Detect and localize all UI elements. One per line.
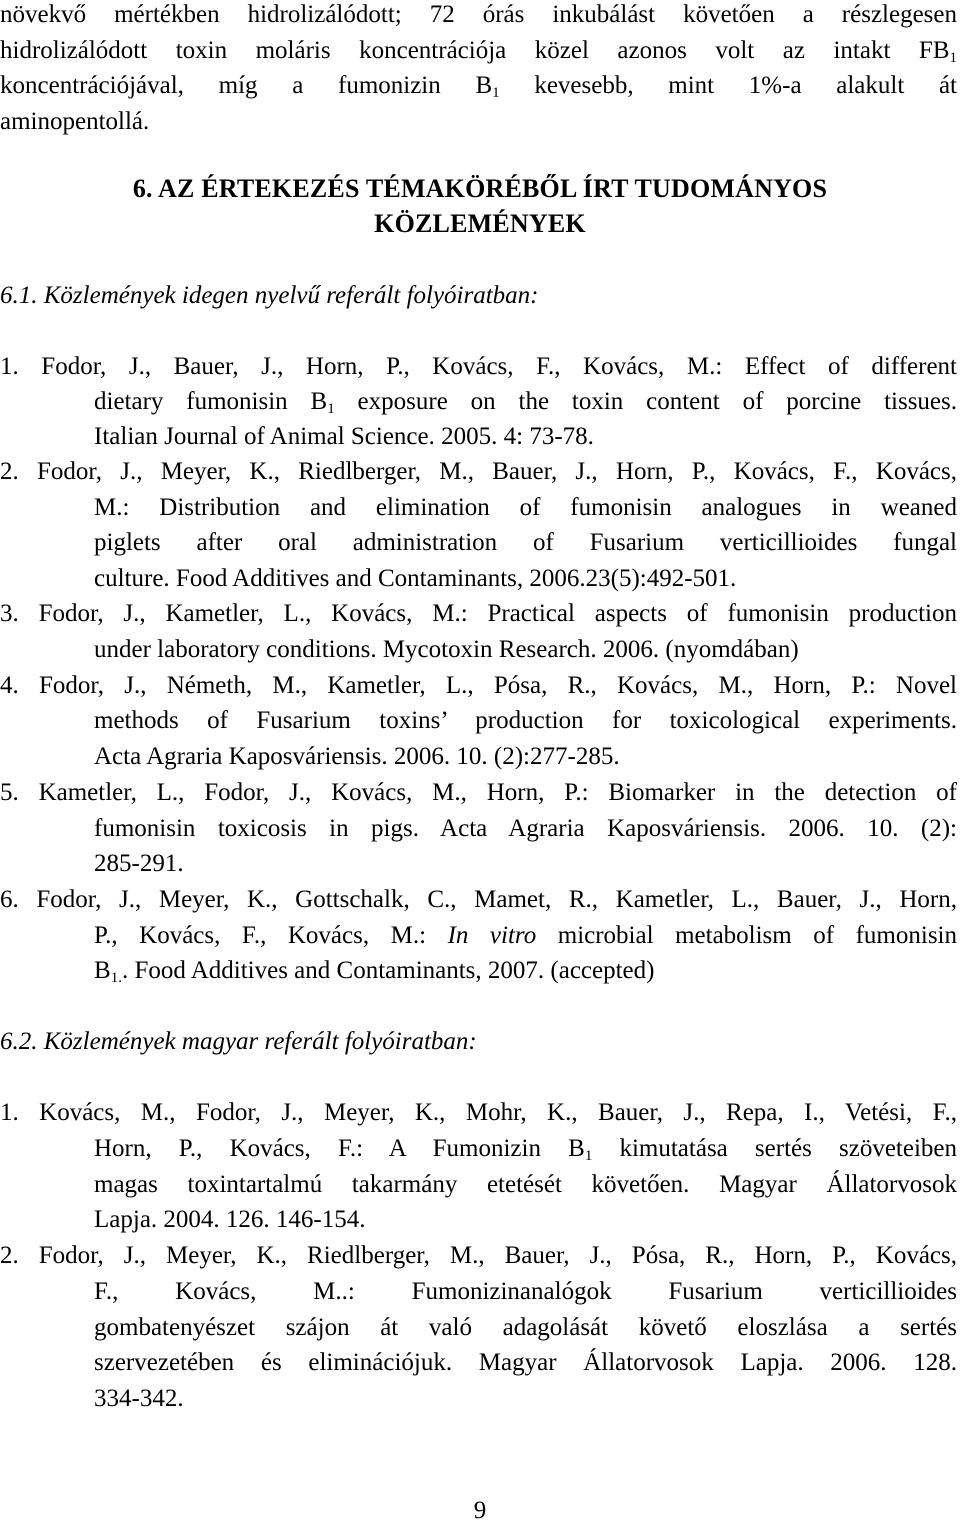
list-item-6-1-3-line-2 [94, 635, 960, 667]
line-text: dietary fumonisin B [94, 388, 328, 415]
list-item-6-1-3-line-1 [0, 599, 957, 631]
list-item-6-2-1-line-3 [94, 1170, 957, 1202]
intro-line-4 [0, 107, 960, 139]
line-text: Italian Journal of Animal Science. 2005. 4: 73-78. [94, 423, 594, 450]
line-text: under laboratory conditions. Mycotoxin Research. 2006. (nyomdában) [94, 636, 799, 663]
list-item-6-2-1-line-2 [94, 1134, 957, 1166]
line-text: Acta Agraria Kaposváriensis. 2006. 10. (2):277-285. [94, 743, 620, 770]
list-item-6-2-2-line-5 [94, 1384, 960, 1416]
line-text: F., Kovács, M..: Fumonizinanalógok Fusarium verticillioides [94, 1278, 957, 1305]
list-item-6-2-2-line-3 [94, 1313, 957, 1345]
line-text: 2. Fodor, J., Meyer, K., Riedlberger, M., Bauer, J., Horn, P., Kovács, F., Kovács, [0, 458, 957, 485]
subsection-title-6-2: 6.2. Közlemények magyar referált folyóiratban: [0, 1028, 477, 1055]
line-text: 1. Kovács, M., Fodor, J., Meyer, K., Mohr, K., Bauer, J., Repa, I., Vetési, F., [0, 1099, 957, 1126]
line-text: gombatenyészet szájon át való adagolását követő eloszlása a sertés [94, 1314, 957, 1341]
section-heading-line-1: 6. AZ ÉRTEKEZÉS TÉMAKÖRÉBŐL ÍRT TUDOMÁNYOS [132, 174, 828, 203]
list-item-6-1-6-line-3 [94, 956, 960, 988]
intro-line-1-text: növekvő mértékben hidrolizálódott; 72 órás inkubálást követően a részlegesen [0, 1, 957, 28]
subscript: 1 [327, 401, 335, 417]
intro-line-1 [0, 0, 957, 32]
section-heading-line-2: KÖZLEMÉNYEK [374, 209, 586, 238]
line-text: . Food Additives and Contaminants, 2007. (accepted) [121, 957, 655, 984]
line-text: 2. Fodor, J., Meyer, K., Riedlberger, M., Bauer, J., Pósa, R., Horn, P., Kovács, [0, 1242, 957, 1269]
subscript: 1 [584, 1148, 593, 1164]
italic-term: In vitro [447, 922, 537, 949]
subsection-title-6-1: 6.1. Közlemények idegen nyelvű referált folyóiratban: [0, 282, 539, 309]
line-text: fumonisin toxicosis in pigs. Acta Agraria Kaposváriensis. 2006. 10. (2): [94, 815, 957, 842]
line-text: 1. Fodor, J., Bauer, J., Horn, P., Kovács, F., Kovács, M.: Effect of different [0, 353, 957, 380]
list-item-6-1-5-line-1 [0, 778, 957, 810]
list-item-6-2-1-line-1 [0, 1098, 957, 1130]
list-item-6-1-1-line-1 [0, 352, 957, 384]
list-item-6-2-2-line-4 [94, 1348, 957, 1380]
intro-line-3a-text: koncentrációjával, míg a fumonizin B [0, 72, 493, 99]
line-text: 334-342. [94, 1385, 184, 1412]
line-text: 3. Fodor, J., Kametler, L., Kovács, M.: Practical aspects of fumonisin production [0, 600, 957, 627]
list-item-6-1-2-line-1 [0, 457, 957, 489]
list-item-6-1-2-line-3 [94, 528, 957, 560]
page-number: 9 [473, 1497, 487, 1524]
list-item-6-1-4-line-1 [0, 671, 957, 703]
list-item-6-1-5-line-2 [94, 814, 957, 846]
intro-line-2-sub: 1 [949, 50, 957, 66]
list-item-6-1-1-line-3 [94, 422, 960, 454]
list-item-6-1-2-line-4 [94, 564, 960, 596]
list-item-6-1-4-line-2 [94, 706, 957, 738]
list-item-6-1-5-line-3 [94, 849, 960, 881]
line-text: szervezetében és eliminációjuk. Magyar Állatorvosok Lapja. 2006. 128. [94, 1349, 957, 1376]
intro-line-3b-text: kevesebb, mint 1%-a alakult át [499, 72, 957, 99]
line-text: magas toxintartalmú takarmány etetését követően. Magyar Állatorvosok [94, 1171, 957, 1198]
line-text: piglets after oral administration of Fusarium verticillioides fungal [94, 529, 957, 556]
intro-line-2 [0, 36, 957, 68]
line-text: Lapja. 2004. 126. 146-154. [94, 1206, 366, 1233]
list-item-6-1-6-line-2 [94, 921, 957, 953]
line-text: 4. Fodor, J., Németh, M., Kametler, L., Pósa, R., Kovács, M., Horn, P.: Novel [0, 672, 957, 699]
line-text: exposure on the toxin content of porcine tissues. [357, 388, 957, 415]
line-text: 6. Fodor, J., Meyer, K., Gottschalk, C., Mamet, R., Kametler, L., Bauer, J., Horn, [0, 886, 957, 913]
intro-line-3 [0, 71, 957, 103]
intro-line-2-text: hidrolizálódott toxin moláris koncentrációja közel azonos volt az intakt FB [0, 37, 950, 64]
intro-line-4-text: aminopentollá. [0, 108, 150, 135]
line-text: kimutatása sertés szöveteiben [592, 1135, 957, 1162]
line-text: 285-291. [94, 850, 184, 877]
line-text: microbial metabolism of fumonisin [536, 922, 957, 949]
list-item-6-2-2-line-2 [94, 1277, 957, 1309]
line-text: Horn, P., Kovács, F.: A Fumonizin B [94, 1135, 585, 1162]
intro-line-3-sub: 1 [492, 85, 500, 101]
list-item-6-2-2-line-1 [0, 1241, 957, 1273]
list-item-6-1-6-line-1 [0, 885, 957, 917]
list-item-6-1-2-line-2 [94, 493, 957, 525]
line-text: M.: Distribution and elimination of fumonisin analogues in weaned [94, 494, 957, 521]
list-item-6-1-1-line-2 [94, 387, 957, 419]
line-text: methods of Fusarium toxins’ production for toxicological experiments. [94, 707, 957, 734]
subscript: 1. [110, 970, 122, 986]
line-text: 5. Kametler, L., Fodor, J., Kovács, M., Horn, P.: Biomarker in the detection of [0, 779, 957, 806]
line-text: P., Kovács, F., Kovács, M.: [94, 922, 448, 949]
list-item-6-1-4-line-3 [94, 742, 960, 774]
line-text: culture. Food Additives and Contaminants, 2006.23(5):492-501. [94, 565, 737, 592]
list-item-6-2-1-line-4 [94, 1205, 960, 1237]
line-text: B [94, 957, 111, 984]
